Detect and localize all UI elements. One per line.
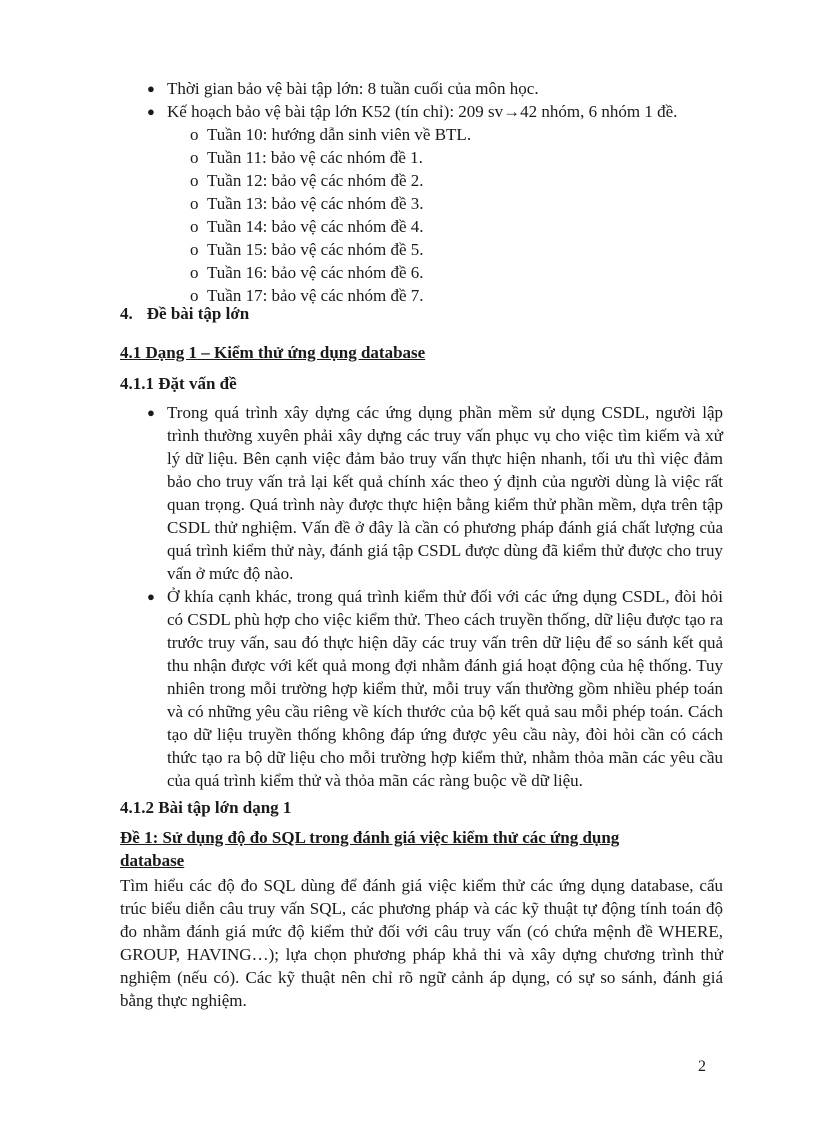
bullet-icon: ● xyxy=(147,81,155,96)
list-item: ● Trong quá trình xây dựng các ứng dụng phần mềm sử dụng CSDL, người lập trình thường xuyên phải xây dựng các truy vấn phục vụ cho việc tìm kiếm và xử lý dữ liệu. Bên cạnh việc đảm bảo truy vấn thực hiện nhanh, tối ưu thì việc đảm bảo cho truy vấn trả lại kết quả chính xác theo ý định của người dùng là việc rất quan trọng. Quá trình này được thực hiện bằng kiểm thử phần mềm, dựa trên tập CSDL thử nghiệm. Vấn đề ở đây là cần có phương pháp đánh giá chất lượng của quá trình kiểm thử này, đánh giá tập CSDL được dùng đã kiểm thử được cho truy vấn ở mức độ nào. xyxy=(147,403,723,583)
bullet-icon: ● xyxy=(147,589,155,604)
schedule-item: o Tuần 11: bảo vệ các nhóm đề 1. xyxy=(190,148,423,167)
page-number: 2 xyxy=(698,1058,706,1075)
circle-bullet-icon: o xyxy=(190,286,199,305)
list-item: ● Ở khía cạnh khác, trong quá trình kiểm thử đối với các ứng dụng CSDL, đòi hỏi có CSDL phù hợp cho việc kiểm thử. Theo cách truyền thống, dữ liệu được tạo ra trước truy vấn, sau đó thực hiện dãy các truy vấn trên dữ liệu để so sánh kết quả thu nhận được với kết quả mong đợi nhằm đánh giá hoạt động của hệ thống. Tuy nhiên trong mỗi trường hợp kiểm thử, mỗi truy vấn thường gồm nhiều phép toán và có những yêu cầu riêng về kích thước của bộ kết quả sau mỗi phép toán. Cách tạo dữ liệu truyền thống không đáp ứng được yêu cầu này, đòi hỏi cần có cách thức tạo ra bộ dữ liệu cho mỗi trường hợp kiểm thử, nhằm thỏa mãn các yêu cầu của quá trình kiểm thử và thỏa mãn các ràng buộc về dữ liệu. xyxy=(147,587,723,790)
circle-bullet-icon: o xyxy=(190,240,199,259)
schedule-item: o Tuần 15: bảo vệ các nhóm đề 5. xyxy=(190,240,424,259)
schedule-list xyxy=(167,123,727,307)
schedule-item: o Tuần 10: hướng dẫn sinh viên về BTL. xyxy=(190,125,472,144)
schedule-item: o Tuần 17: bảo vệ các nhóm đề 7. xyxy=(190,286,424,305)
bullet-icon: ● xyxy=(147,104,155,119)
problem-list xyxy=(147,401,723,792)
list-item: ● Kế hoạch bảo vệ bài tập lớn K52 (tín chỉ): 209 sv→42 nhóm, 6 nhóm 1 đề. o Tuần 10: hướng dẫn sinh viên về BTL. o Tuần 11: bảo vệ các nhóm đề 1. o Tuần 12: bảo vệ các nhóm đề 2. o Tuần 13: bảo vệ các nhóm đề 3. o Tuần 14: bảo vệ các nhóm đề 4. o Tuần 15: bảo vệ các nhóm đề 5. o Tuần 16: bảo vệ các nhóm đề 6. o Tuần 17: bảo vệ các nhóm đề 7. xyxy=(147,100,727,307)
schedule-item: o Tuần 16: bảo vệ các nhóm đề 6. xyxy=(190,263,424,282)
circle-bullet-icon: o xyxy=(190,125,199,144)
schedule-item: o Tuần 12: bảo vệ các nhóm đề 2. xyxy=(190,171,424,190)
schedule-item: o Tuần 14: bảo vệ các nhóm đề 4. xyxy=(190,217,424,236)
section-4-1-1-heading: 4.1.1 Đặt vấn đề xyxy=(120,374,237,393)
defense-info-list xyxy=(147,77,727,307)
circle-bullet-icon: o xyxy=(190,171,199,190)
section-4-1-2-heading: 4.1.2 Bài tập lớn dạng 1 xyxy=(120,798,292,817)
topic-1-title: Đề 1: Sử dụng độ đo SQL trong đánh giá việc kiểm thử các ứng dụng database xyxy=(120,828,620,870)
section-4-heading: 4. Đề bài tập lớn xyxy=(120,304,250,323)
topic-1-body: Tìm hiểu các độ đo SQL dùng để đánh giá việc kiểm thử các ứng dụng database, cấu trúc biểu diễn câu truy vấn SQL, các phương pháp và các kỹ thuật tự động tính toán độ đo nhằm đánh giá mức độ kiểm thử đối với câu truy vấn (có chứa mệnh đề WHERE, GROUP, HAVING…); lựa chọn phương pháp khả thi và xây dựng chương trình thử nghiệm (nếu có). Các kỹ thuật nên chỉ rõ ngữ cảnh áp dụng, có sự so sánh, đánh giá bằng thực nghiệm. xyxy=(120,876,723,1010)
bullet-icon: ● xyxy=(147,405,155,420)
circle-bullet-icon: o xyxy=(190,194,199,213)
circle-bullet-icon: o xyxy=(190,148,199,167)
circle-bullet-icon: o xyxy=(190,263,199,282)
section-4-1-heading: 4.1 Dạng 1 – Kiểm thử ứng dụng database xyxy=(120,343,426,362)
schedule-item: o Tuần 13: bảo vệ các nhóm đề 3. xyxy=(190,194,424,213)
circle-bullet-icon: o xyxy=(190,217,199,236)
list-item: ● Thời gian bảo vệ bài tập lớn: 8 tuần cuối của môn học. xyxy=(147,79,539,98)
